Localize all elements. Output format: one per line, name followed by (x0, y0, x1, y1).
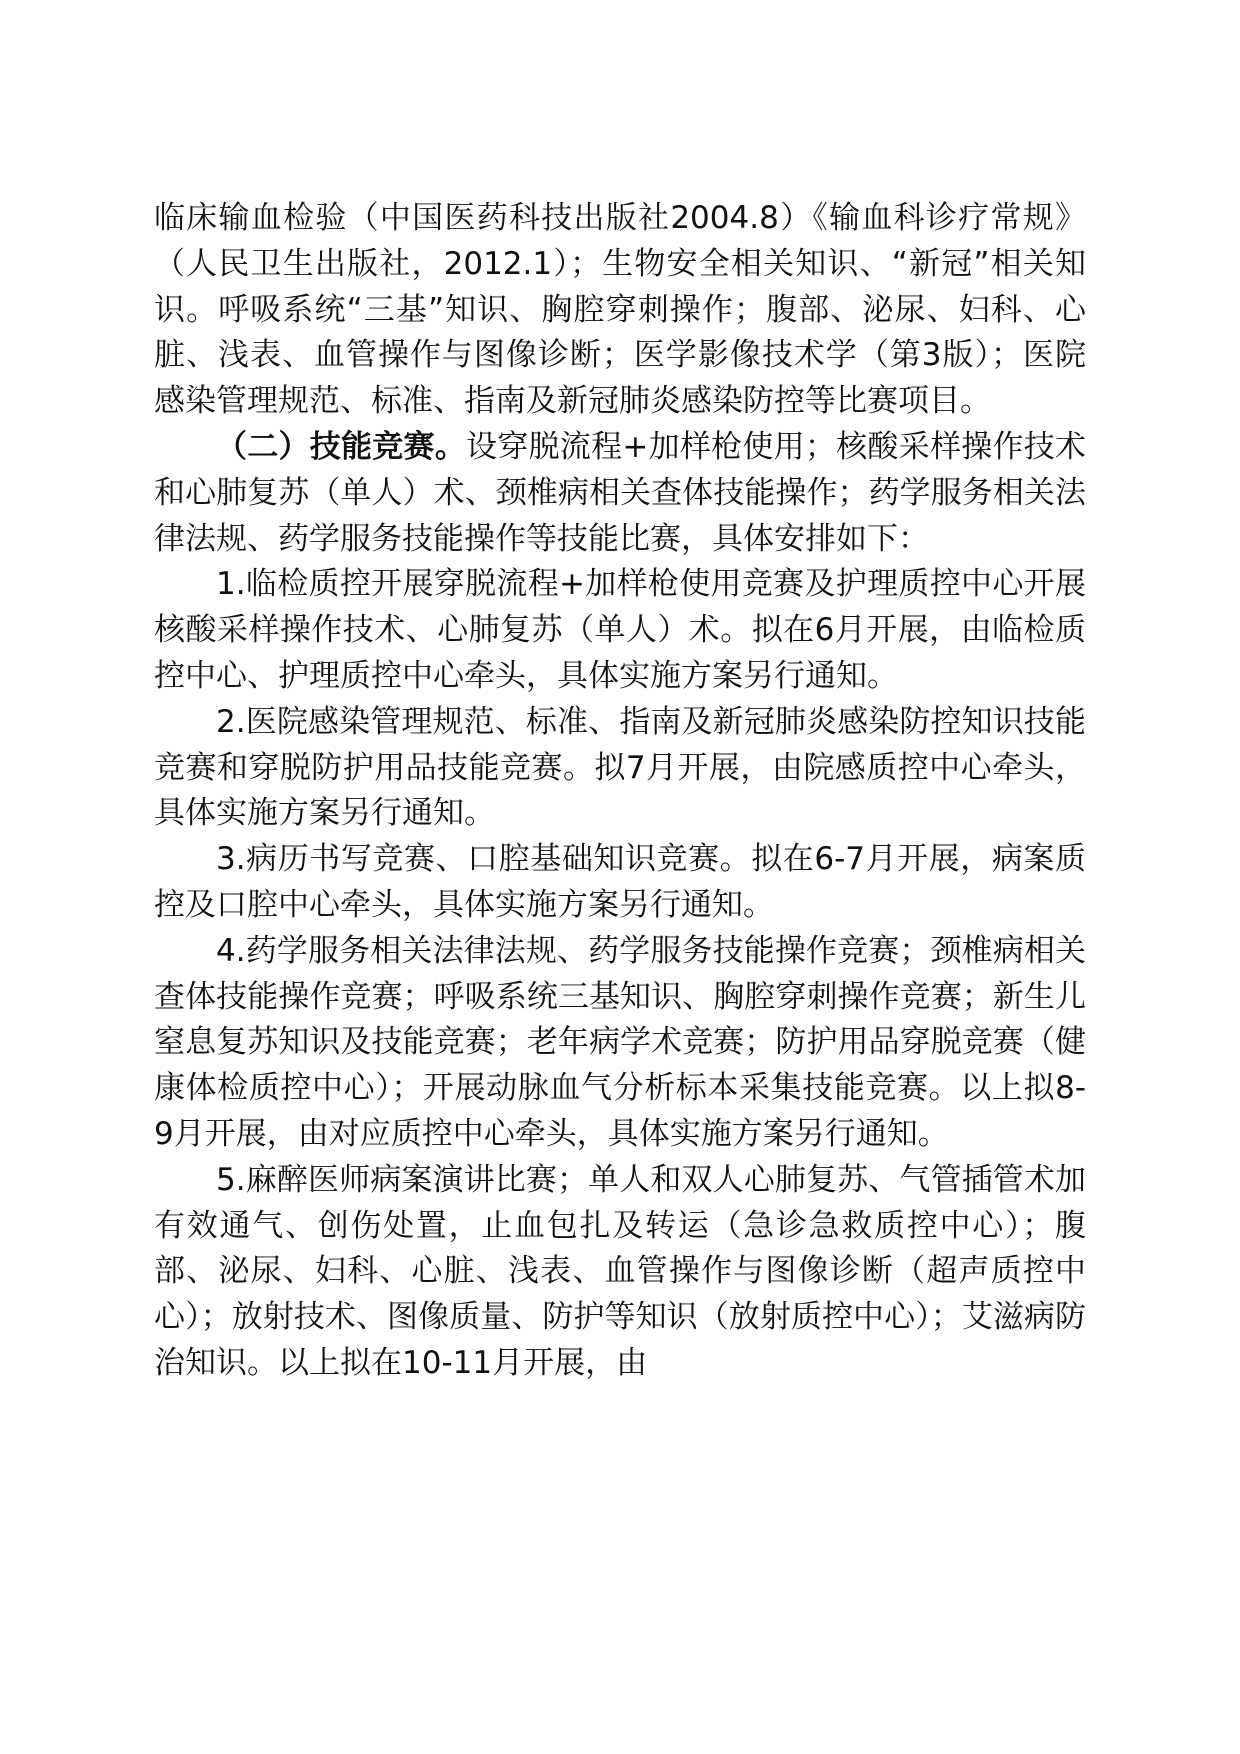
paragraph-exam-scope: 临床输血检验（中国医药科技出版社2004.8）《输血科诊疗常规》（人民卫生出版社，2012.1）；生物安全相关知识、“新冠”相关知识。呼吸系统“三基”知识、胸腔穿刺操作；腹部、泌尿、妇科、心脏、浅表、血管操作与图像诊断；医学影像技术学（第3版）；医院感染管理规范、标准、指南及新冠肺炎感染防控等比赛项目。 (154, 200, 1086, 420)
list-item-3: 3.病历书写竞赛、口腔基础知识竞赛。拟在6-7月开展，病案质控及口腔中心牵头，具体实施方案另行通知。 (154, 841, 1086, 923)
list-item-2: 2.医院感染管理规范、标准、指南及新冠肺炎感染防控知识技能竞赛和穿脱防护用品技能竞赛。拟7月开展，由院感质控中心牵头，具体实施方案另行通知。 (154, 703, 1086, 832)
list-item-5: 5.麻醉医师病案演讲比赛；单人和双人心肺复苏、气管插管术加有效通气、创伤处置，止血包扎及转运（急诊急救质控中心）；腹部、泌尿、妇科、心脏、浅表、血管操作与图像诊断（超声质控中心）；放射技术、图像质量、防护等知识（放射质控中心）；艾滋病防治知识。以上拟在10-11月开展，由 (154, 1161, 1086, 1381)
paragraph-skill-competition (154, 425, 1086, 562)
list-item-1: 1.临检质控开展穿脱流程+加样枪使用竞赛及护理质控中心开展核酸采样操作技术、心肺复苏（单人）术。拟在6月开展，由临检质控中心、护理质控中心牵头，具体实施方案另行通知。 (154, 566, 1086, 694)
document-body (154, 196, 1086, 1387)
section-heading-skill-competition: （二）技能竞赛。 (216, 428, 467, 465)
list-item-4: 4.药学服务相关法律法规、药学服务技能操作竞赛；颈椎病相关查体技能操作竞赛；呼吸系统三基知识、胸腔穿刺操作竞赛；新生儿窒息复苏知识及技能竞赛；老年病学术竞赛；防护用品穿脱竞赛（健康体检质控中心）；开展动脉血气分析标本采集技能竞赛。以上拟8-9月开展，由对应质控中心牵头，具体实施方案另行通知。 (154, 932, 1086, 1152)
paragraph-skill-competition-text: 设穿脱流程+加样枪使用；核酸采样操作技术和心肺复苏（单人）术、颈椎病相关查体技能操作；药学服务相关法律法规、药学服务技能操作等技能比赛，具体安排如下： (154, 428, 1086, 557)
